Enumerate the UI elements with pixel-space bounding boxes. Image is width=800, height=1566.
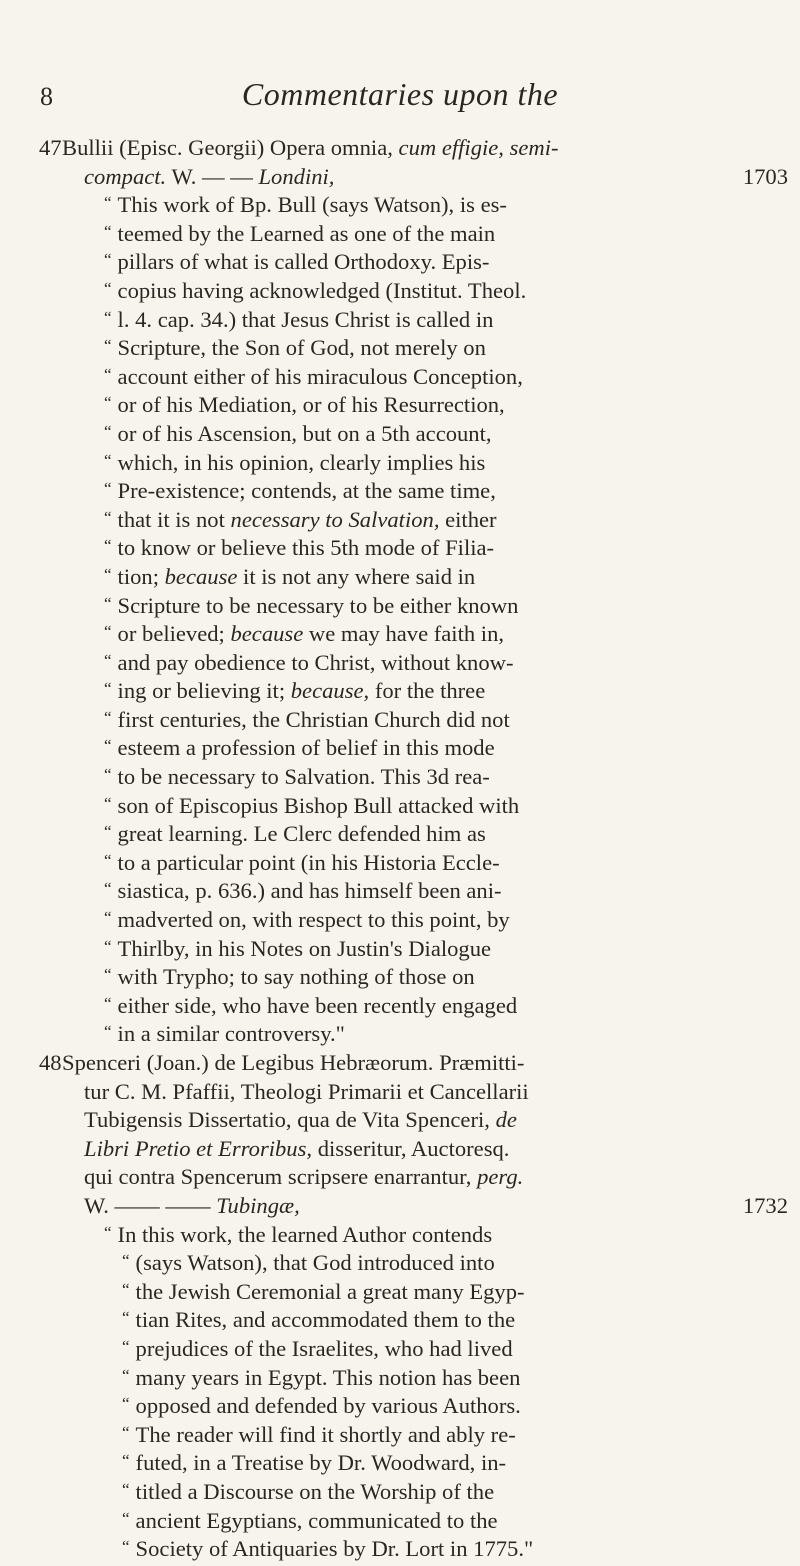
text-line <box>0 420 800 449</box>
quote-mark: “ <box>104 564 112 584</box>
text-line <box>0 649 800 678</box>
line-text <box>104 992 517 1023</box>
text-segment: the Jewish Ceremonial a great many Egyp- <box>135 1278 525 1304</box>
text-segment: Pre-existence; contends, at the same time, <box>117 478 496 504</box>
text-segment: tian Rites, and accommodated them to the <box>135 1307 516 1333</box>
text-segment: we may have faith in, <box>303 621 505 647</box>
line-text <box>104 677 485 708</box>
text-line <box>0 220 800 249</box>
line-text <box>104 620 504 651</box>
line-text <box>122 1507 498 1538</box>
line-text <box>122 1278 525 1309</box>
line-text <box>104 534 494 565</box>
line-text <box>122 1392 521 1423</box>
page-number: 8 <box>40 82 53 111</box>
quote-mark: “ <box>104 479 112 499</box>
quote-mark: “ <box>104 850 112 870</box>
quote-mark: “ <box>104 707 112 727</box>
text-line <box>0 248 800 277</box>
quote-mark: “ <box>104 765 112 785</box>
line-text <box>104 849 500 880</box>
text-line <box>0 391 800 420</box>
line-text <box>104 792 519 823</box>
line-text <box>104 963 475 994</box>
line-text <box>104 734 495 765</box>
line-text <box>104 420 492 451</box>
text-segment: or believed; <box>117 621 231 647</box>
line-text <box>122 1421 516 1452</box>
text-line <box>0 1278 800 1307</box>
text-line <box>0 1478 800 1507</box>
quote-mark: “ <box>104 1222 112 1242</box>
text-segment: esteem a profession of belief in this mode <box>117 735 495 761</box>
text-line <box>0 1306 800 1335</box>
line-text <box>104 763 490 794</box>
text-segment: disseritur, Auctoresq. <box>312 1135 510 1161</box>
quote-mark: “ <box>122 1279 130 1299</box>
text-segment: pillars of what is called Orthodoxy. Epis- <box>117 249 490 275</box>
line-text <box>104 820 486 851</box>
quote-mark: “ <box>122 1508 130 1528</box>
text-line <box>0 191 800 220</box>
text-segment: opposed and defended by various Authors. <box>135 1393 521 1419</box>
italic-text: because <box>164 563 238 589</box>
entry-number: 47 <box>39 135 62 160</box>
line-text <box>84 163 334 192</box>
text-segment: In this work, the learned Author contends <box>117 1221 493 1247</box>
text-segment: This work of Bp. Bull (says Watson), is es- <box>117 192 507 218</box>
line-text <box>104 1020 345 1051</box>
text-segment: in a similar controversy." <box>117 1021 345 1047</box>
text-segment: either <box>439 506 497 532</box>
text-line <box>0 534 800 563</box>
text-segment: madverted on, with respect to this point, by <box>117 907 510 933</box>
text-line <box>0 849 800 878</box>
quote-mark: “ <box>122 1537 130 1557</box>
text-segment: qui contra Spencerum scripsere enarrantur, <box>84 1164 478 1190</box>
line-text <box>104 1221 492 1252</box>
publication-year: 1703 <box>742 163 788 189</box>
quote-mark: “ <box>104 307 112 327</box>
text-segment: Scripture, the Son of God, not merely on <box>117 335 486 361</box>
quote-mark: “ <box>104 364 112 384</box>
quote-mark: “ <box>104 908 112 928</box>
quote-mark: “ <box>104 421 112 441</box>
quote-mark: “ <box>104 593 112 613</box>
quote-mark: “ <box>104 393 112 413</box>
text-line <box>0 334 800 363</box>
quote-mark: “ <box>104 879 112 899</box>
text-line <box>0 134 800 163</box>
quote-mark: “ <box>104 679 112 699</box>
text-line <box>0 963 800 992</box>
text-line <box>0 792 800 821</box>
line-text <box>122 1449 506 1480</box>
text-segment: W. —— —— <box>84 1192 217 1218</box>
text-segment: tur C. M. Pfaffii, Theologi Primarii et Cancellarii <box>84 1078 529 1104</box>
text-segment: or of his Ascension, but on a 5th account, <box>117 420 492 446</box>
publication-year: 1732 <box>742 1192 788 1218</box>
quote-mark: “ <box>104 450 112 470</box>
quote-mark: “ <box>104 822 112 842</box>
line-text <box>104 506 497 537</box>
text-line <box>0 277 800 306</box>
line-text <box>84 1135 509 1164</box>
line-text <box>104 706 510 737</box>
line-text <box>104 477 496 508</box>
text-line <box>0 163 800 192</box>
text-line <box>0 1163 800 1192</box>
line-text <box>84 1192 300 1221</box>
italic-text: Londini, <box>258 163 335 189</box>
line-text <box>122 1535 533 1566</box>
text-segment: to a particular point (in his Historia Eccle- <box>117 849 500 875</box>
text-line <box>0 734 800 763</box>
line-text <box>104 592 518 623</box>
quote-mark: “ <box>104 193 112 213</box>
text-line <box>0 1421 800 1450</box>
text-segment: account either of his miraculous Conception, <box>117 363 523 389</box>
text-line <box>0 677 800 706</box>
text-line <box>0 1078 800 1107</box>
quote-mark: “ <box>104 1022 112 1042</box>
line-text <box>104 220 495 251</box>
text-line <box>0 1192 800 1221</box>
line-text <box>62 134 559 163</box>
line-text <box>104 563 475 594</box>
italic-text: cum effigie, semi- <box>398 135 559 160</box>
italic-text: compact. <box>84 163 167 189</box>
text-segment: W. — — <box>166 163 259 189</box>
line-text <box>84 1163 523 1192</box>
text-segment: (says Watson), that God introduced into <box>135 1250 495 1276</box>
text-line <box>0 935 800 964</box>
quote-mark: “ <box>104 536 112 556</box>
page-header <box>0 76 800 122</box>
running-title: Commentaries upon the <box>241 76 559 112</box>
line-text <box>62 1049 524 1078</box>
text-line <box>0 477 800 506</box>
text-segment: prejudices of the Israelites, who had lived <box>135 1335 513 1361</box>
text-segment: first centuries, the Christian Church did not <box>117 706 510 732</box>
text-segment: teemed by the Learned as one of the main <box>117 220 496 246</box>
italic-text: Libri Pretio et Erroribus, <box>84 1135 313 1161</box>
text-line <box>0 363 800 392</box>
line-text <box>104 649 514 680</box>
text-segment: to be necessary to Salvation. This 3d rea- <box>117 764 490 790</box>
line-text <box>104 363 523 394</box>
quote-mark: “ <box>104 336 112 356</box>
text-segment: The reader will find it shortly and ably re- <box>135 1421 516 1447</box>
text-line <box>0 1364 800 1393</box>
line-text <box>104 449 485 480</box>
text-segment: Tubigensis Dissertatio, qua de Vita Spenceri, <box>84 1107 496 1133</box>
italic-text: because, <box>290 678 370 704</box>
line-text <box>104 306 493 337</box>
italic-text: Tubingæ, <box>216 1192 300 1218</box>
line-text <box>104 191 507 222</box>
text-segment: Bullii (Episc. Georgii) Opera omnia, <box>62 135 399 160</box>
quote-mark: “ <box>122 1451 130 1471</box>
line-text <box>122 1364 520 1395</box>
text-segment: either side, who have been recently engaged <box>117 992 518 1018</box>
text-line <box>0 1335 800 1364</box>
quote-mark: “ <box>104 221 112 241</box>
text-line <box>0 506 800 535</box>
line-text <box>104 391 505 422</box>
text-segment: or of his Mediation, or of his Resurrection, <box>117 392 505 418</box>
text-segment: Scripture to be necessary to be either known <box>117 592 519 618</box>
text-segment: Thirlby, in his Notes on Justin's Dialogue <box>117 935 492 961</box>
text-segment: l. 4. cap. 34.) that Jesus Christ is called in <box>117 306 494 332</box>
text-segment: for the three <box>369 678 486 704</box>
text-segment: Spenceri (Joan.) de Legibus Hebræorum. Præmitti- <box>62 1050 525 1075</box>
text-line <box>0 763 800 792</box>
text-line <box>0 1106 800 1135</box>
catalogue-entry <box>0 134 800 1049</box>
text-line <box>0 906 800 935</box>
text-line <box>0 820 800 849</box>
quote-mark: “ <box>122 1479 130 1499</box>
text-segment: great learning. Le Clerc defended him as <box>117 821 486 847</box>
text-segment: son of Episcopius Bishop Bull attacked with <box>117 792 520 818</box>
line-text <box>104 906 510 937</box>
text-line <box>0 1135 800 1164</box>
text-segment: Society of Antiquaries by Dr. Lort in 1775." <box>135 1536 534 1562</box>
text-line <box>0 1507 800 1536</box>
text-segment: ing or believing it; <box>117 678 291 704</box>
text-line <box>0 1049 800 1078</box>
text-line <box>0 306 800 335</box>
text-line <box>0 1392 800 1421</box>
quote-mark: “ <box>104 622 112 642</box>
quote-mark: “ <box>122 1365 130 1385</box>
quote-mark: “ <box>104 278 112 298</box>
line-text <box>122 1249 495 1280</box>
text-segment: and pay obedience to Christ, without know- <box>117 649 514 675</box>
quote-mark: “ <box>104 650 112 670</box>
text-line <box>0 620 800 649</box>
entry-number: 48 <box>39 1050 62 1075</box>
text-segment: ancient Egyptians, communicated to the <box>135 1507 498 1533</box>
page-body <box>0 134 800 1564</box>
text-line <box>0 1221 800 1250</box>
line-text <box>104 935 491 966</box>
line-text <box>84 1078 529 1107</box>
text-segment: many years in Egypt. This notion has been <box>135 1364 521 1390</box>
italic-text: necessary to Salvation, <box>230 506 440 532</box>
text-line <box>0 1020 800 1049</box>
text-segment: that it is not <box>117 506 231 532</box>
text-line <box>0 1535 800 1564</box>
quote-mark: “ <box>104 736 112 756</box>
catalogue-entry <box>0 1049 800 1564</box>
text-segment: titled a Discourse on the Worship of the <box>135 1478 495 1504</box>
text-segment: siastica, p. 636.) and has himself been ani- <box>117 878 502 904</box>
line-text <box>104 277 526 308</box>
text-line <box>0 877 800 906</box>
quote-mark: “ <box>122 1422 130 1442</box>
quote-mark: “ <box>122 1336 130 1356</box>
quote-mark: “ <box>104 250 112 270</box>
line-text <box>104 877 502 908</box>
quote-mark: “ <box>122 1251 130 1271</box>
line-text <box>84 1106 517 1135</box>
text-segment: tion; <box>117 563 165 589</box>
quote-mark: “ <box>104 507 112 527</box>
quote-mark: “ <box>122 1308 130 1328</box>
italic-text: perg. <box>477 1164 524 1190</box>
quote-mark: “ <box>122 1394 130 1414</box>
text-line <box>0 1249 800 1278</box>
line-text <box>104 334 486 365</box>
text-line <box>0 706 800 735</box>
quote-mark: “ <box>104 793 112 813</box>
text-line <box>0 992 800 1021</box>
text-line <box>0 592 800 621</box>
text-segment: which, in his opinion, clearly implies his <box>117 449 486 475</box>
text-segment: to know or believe this 5th mode of Filia- <box>117 535 495 561</box>
line-text <box>122 1335 513 1366</box>
italic-text: because <box>230 621 304 647</box>
line-text <box>122 1478 494 1509</box>
quote-mark: “ <box>104 936 112 956</box>
text-segment: copius having acknowledged (Institut. Theol. <box>117 277 527 303</box>
line-text <box>122 1306 515 1337</box>
text-segment: futed, in a Treatise by Dr. Woodward, in- <box>135 1450 507 1476</box>
line-text <box>104 248 489 279</box>
quote-mark: “ <box>104 965 112 985</box>
quote-mark: “ <box>104 993 112 1013</box>
text-line <box>0 563 800 592</box>
text-line <box>0 449 800 478</box>
text-segment: it is not any where said in <box>237 563 476 589</box>
text-line <box>0 1449 800 1478</box>
text-segment: with Trypho; to say nothing of those on <box>117 964 475 990</box>
italic-text: de <box>495 1107 517 1133</box>
